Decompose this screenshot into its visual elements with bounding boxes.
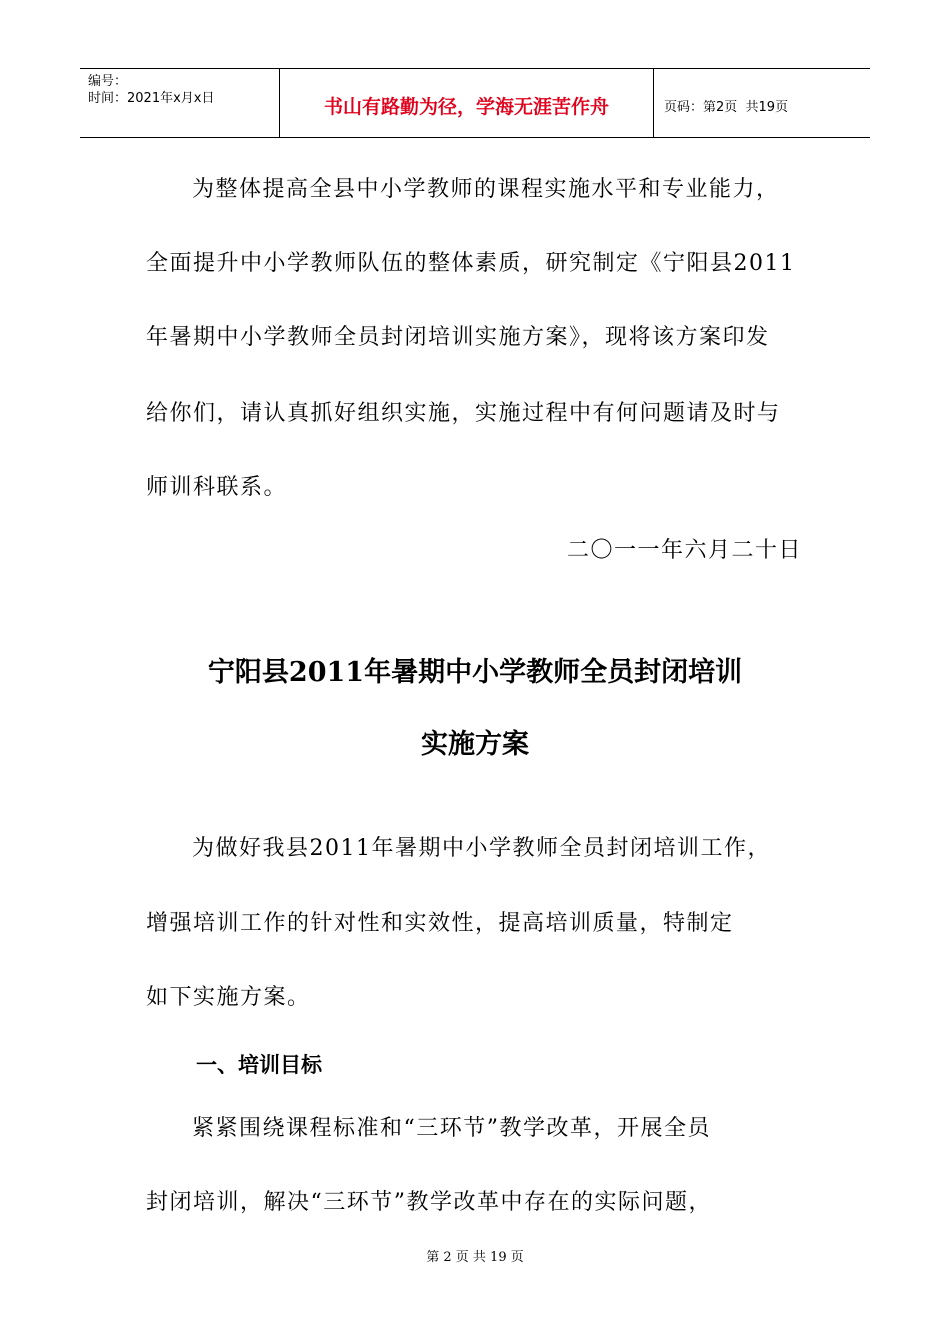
intro-line-2: 增强培训工作的针对性和实效性，提高培训质量，特制定 xyxy=(146,911,734,936)
letter-line-2: 全面提升中小学教师队伍的整体素质，研究制定《宁阳县2011 xyxy=(146,251,796,276)
document-title: 宁阳县2011年暑期中小学教师全员封闭培训 xyxy=(207,657,743,688)
section-heading: 一、培训目标 xyxy=(196,1053,322,1077)
letter-date: 二〇一一年六月二十日 xyxy=(566,538,802,563)
letter-line-5: 师训科联系。 xyxy=(146,475,288,500)
header-motto: 书山有路勤为径，学海无涯苦作舟 xyxy=(280,69,654,137)
letter-line-4: 给你们，请认真抓好组织实施，实施过程中有何问题请及时与 xyxy=(146,401,781,426)
time-label: 时间：2021年x月x日 xyxy=(88,91,215,106)
header-page-info: 页码：第2页 共19页 xyxy=(664,99,789,115)
document-subtitle: 实施方案 xyxy=(421,729,529,760)
page-header xyxy=(80,68,870,138)
number-label: 编号： xyxy=(88,74,128,89)
section-line-1: 紧紧围绕课程标准和“三环节”教学改革，开展全员 xyxy=(192,1116,711,1141)
section-line-2: 封闭培训，解决“三环节”教学改革中存在的实际问题， xyxy=(146,1190,712,1215)
page-footer: 第 2 页 共 19 页 xyxy=(426,1250,524,1265)
intro-line-3: 如下实施方案。 xyxy=(146,985,311,1010)
intro-line-1: 为做好我县2011年暑期中小学教师全员封闭培训工作， xyxy=(192,836,771,861)
letter-line-1: 为整体提高全县中小学教师的课程实施水平和专业能力， xyxy=(192,177,780,202)
letter-line-3: 年暑期中小学教师全员封闭培训实施方案》，现将该方案印发 xyxy=(146,325,770,350)
header-meta xyxy=(80,69,280,137)
